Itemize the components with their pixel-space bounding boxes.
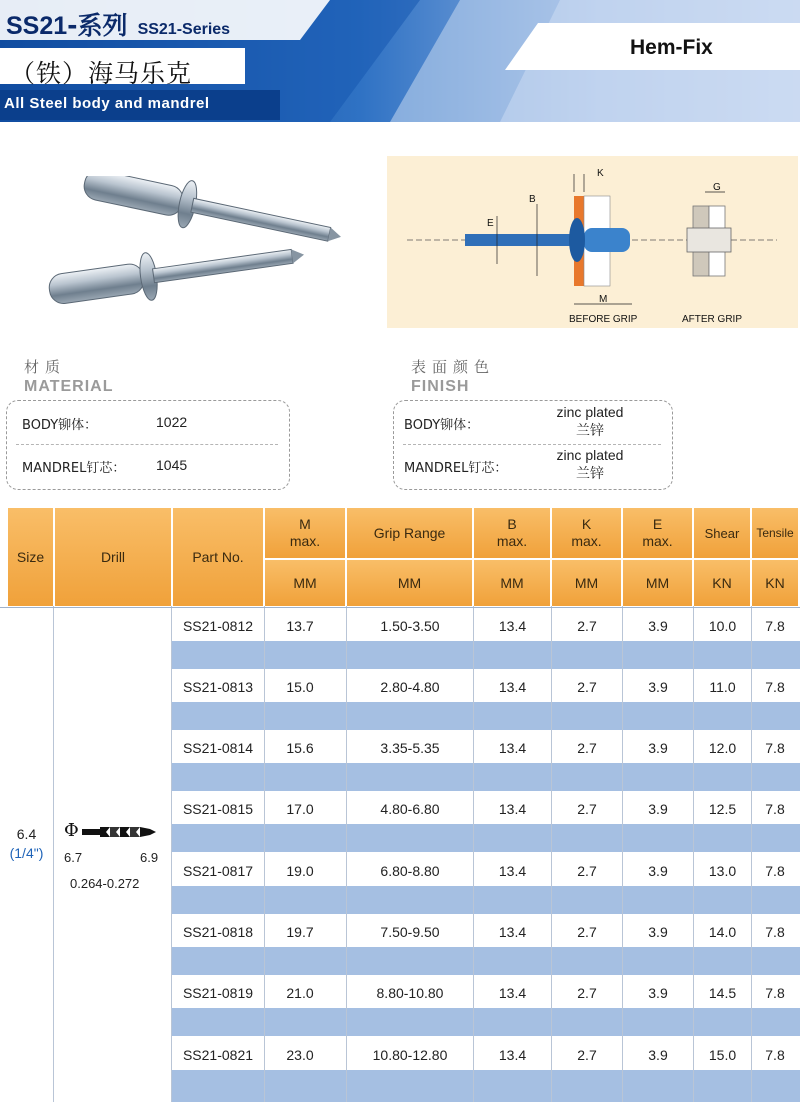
series-title bbox=[6, 6, 230, 42]
th-e bbox=[623, 508, 692, 558]
cell-tensile: 7.8 bbox=[765, 801, 785, 817]
row-band bbox=[172, 702, 800, 730]
unit-k: MM bbox=[552, 560, 621, 606]
cell-tensile: 7.8 bbox=[765, 985, 785, 1001]
drill-inch-range: 0.264-0.272 bbox=[70, 876, 140, 891]
cell-b: 13.4 bbox=[498, 863, 527, 879]
material-divider bbox=[16, 444, 278, 445]
th-size: Size bbox=[8, 508, 53, 606]
cell-e: 3.9 bbox=[648, 740, 668, 756]
cell-m: 15.0 bbox=[286, 679, 314, 695]
cell-b: 13.4 bbox=[498, 1047, 527, 1063]
cell-grip: 10.80-12.80 bbox=[372, 1047, 448, 1063]
cell-grip: 7.50-9.50 bbox=[380, 924, 440, 940]
th-b-sub: max. bbox=[496, 533, 528, 549]
finish-title-cn: 表面颜色 bbox=[411, 358, 496, 376]
cell-e: 3.9 bbox=[648, 679, 668, 695]
cell-part: SS21-0812 bbox=[182, 618, 254, 634]
finish-body-value-line1: zinc plated bbox=[556, 404, 624, 420]
row-band bbox=[172, 886, 800, 914]
cell-shear: 15.0 bbox=[708, 1047, 737, 1063]
cell-b: 13.4 bbox=[498, 618, 527, 634]
cell-grip: 2.80-4.80 bbox=[380, 679, 440, 695]
unit-e: MM bbox=[623, 560, 692, 606]
rivet-product-image bbox=[40, 176, 360, 316]
drill-phi-symbol: Φ bbox=[64, 820, 79, 841]
th-m-label: M bbox=[299, 516, 311, 532]
cell-k: 2.7 bbox=[577, 618, 597, 634]
diagram-label-m: M bbox=[599, 294, 608, 305]
diagram-label-g: G bbox=[713, 182, 721, 193]
cell-part: SS21-0818 bbox=[182, 924, 254, 940]
diagram-label-e: E bbox=[487, 218, 494, 229]
th-k-sub: max. bbox=[571, 533, 602, 549]
size-inch: (1/4") bbox=[9, 845, 44, 861]
cell-shear: 12.0 bbox=[708, 740, 737, 756]
finish-mandrel-value-line2: 兰锌 bbox=[576, 465, 604, 481]
th-part-no: Part No. bbox=[173, 508, 263, 606]
cell-m: 19.7 bbox=[286, 924, 314, 940]
th-m-sub: max. bbox=[289, 533, 321, 549]
diagram-label-k: K bbox=[597, 168, 604, 179]
cell-shear: 11.0 bbox=[709, 679, 736, 695]
cell-part: SS21-0813 bbox=[182, 679, 254, 695]
material-body-label: BODY铆体： bbox=[22, 418, 98, 433]
material-mandrel-label: MANDREL钉芯： bbox=[22, 461, 126, 476]
finish-body-value-line2: 兰锌 bbox=[576, 422, 604, 438]
before-grip-label: BEFORE GRIP bbox=[569, 314, 638, 325]
th-e-label: E bbox=[652, 516, 663, 532]
cell-k: 2.7 bbox=[577, 679, 597, 695]
col-divider bbox=[53, 606, 54, 1102]
cell-k: 2.7 bbox=[577, 801, 597, 817]
cell-part: SS21-0815 bbox=[182, 801, 254, 817]
cell-grip: 1.50-3.50 bbox=[380, 618, 440, 634]
drill-max: 6.9 bbox=[140, 850, 159, 865]
cell-part: SS21-0819 bbox=[182, 985, 254, 1001]
size-metric: 6.4 bbox=[16, 826, 37, 842]
cell-b: 13.4 bbox=[498, 679, 527, 695]
rivet-dimension-diagram bbox=[387, 156, 798, 328]
finish-mandrel-value-line1: zinc plated bbox=[556, 447, 624, 463]
series-code: SS21 bbox=[6, 12, 68, 40]
material-title-cn: 材质 bbox=[24, 358, 67, 376]
cell-e: 3.9 bbox=[648, 863, 668, 879]
series-cn: -系列 bbox=[67, 11, 128, 40]
finish-body-value bbox=[540, 403, 640, 439]
subtitle-en: All Steel body and mandrel bbox=[4, 95, 210, 112]
material-body-value: 1022 bbox=[156, 414, 188, 430]
cell-tensile: 7.8 bbox=[765, 924, 785, 940]
row-band bbox=[172, 641, 800, 669]
cell-e: 3.9 bbox=[648, 924, 668, 940]
cell-tensile: 7.8 bbox=[765, 618, 785, 634]
cell-grip: 6.80-8.80 bbox=[380, 863, 440, 879]
unit-b: MM bbox=[474, 560, 550, 606]
cell-tensile: 7.8 bbox=[765, 863, 785, 879]
unit-shear: KN bbox=[694, 560, 750, 606]
cell-grip: 8.80-10.80 bbox=[376, 985, 444, 1001]
cell-k: 2.7 bbox=[577, 985, 597, 1001]
drill-min: 6.7 bbox=[64, 850, 83, 865]
cell-m: 17.0 bbox=[286, 801, 314, 817]
cell-m: 21.0 bbox=[286, 985, 314, 1001]
finish-body-label: BODY铆体： bbox=[404, 418, 480, 433]
cell-e: 3.9 bbox=[648, 618, 668, 634]
th-b-label: B bbox=[507, 516, 517, 532]
diagram-label-b: B bbox=[529, 194, 536, 205]
finish-mandrel-label: MANDREL钉芯： bbox=[404, 461, 508, 476]
cell-part: SS21-0821 bbox=[182, 1047, 254, 1063]
cell-m: 19.0 bbox=[286, 863, 314, 879]
cell-tensile: 7.8 bbox=[765, 1047, 785, 1063]
series-en: SS21-Series bbox=[137, 21, 231, 38]
th-m bbox=[265, 508, 345, 558]
cell-k: 2.7 bbox=[577, 863, 597, 879]
finish-title-en: FINISH bbox=[411, 378, 470, 395]
cell-shear: 13.0 bbox=[708, 863, 737, 879]
diagram-drawing bbox=[387, 156, 798, 328]
cell-b: 13.4 bbox=[498, 801, 527, 817]
title-cn: （铁）海马乐克 bbox=[10, 59, 193, 88]
th-tensile: Tensile bbox=[752, 508, 798, 558]
unit-m: MM bbox=[265, 560, 345, 606]
cell-shear: 12.5 bbox=[708, 801, 737, 817]
cell-grip: 3.35-5.35 bbox=[380, 740, 440, 756]
cell-k: 2.7 bbox=[577, 1047, 597, 1063]
th-drill: Drill bbox=[55, 508, 171, 606]
after-grip-label: AFTER GRIP bbox=[682, 314, 743, 325]
cell-e: 3.9 bbox=[648, 801, 668, 817]
drill-bit-icon bbox=[82, 824, 158, 840]
unit-grip: MM bbox=[347, 560, 472, 606]
row-band bbox=[172, 947, 800, 975]
cell-part: SS21-0814 bbox=[182, 740, 254, 756]
cell-shear: 14.0 bbox=[708, 924, 737, 940]
unit-tensile: KN bbox=[752, 560, 798, 606]
row-band bbox=[172, 763, 800, 791]
cell-b: 13.4 bbox=[498, 924, 527, 940]
finish-divider bbox=[403, 444, 661, 445]
row-band bbox=[172, 1070, 800, 1102]
th-b bbox=[474, 508, 550, 558]
cell-part: SS21-0817 bbox=[182, 863, 254, 879]
row-band bbox=[172, 1008, 800, 1036]
cell-m: 13.7 bbox=[286, 618, 314, 634]
cell-e: 3.9 bbox=[648, 985, 668, 1001]
cell-m: 23.0 bbox=[286, 1047, 314, 1063]
header-bottom-line bbox=[0, 607, 800, 608]
cell-shear: 14.5 bbox=[708, 985, 737, 1001]
th-k-label: K bbox=[581, 516, 592, 532]
material-title-en: MATERIAL bbox=[24, 378, 114, 395]
cell-m: 15.6 bbox=[286, 740, 314, 756]
brand-logo-text: Hem-Fix bbox=[630, 36, 713, 59]
cell-b: 13.4 bbox=[498, 985, 527, 1001]
cell-tensile: 7.8 bbox=[765, 740, 785, 756]
cell-shear: 10.0 bbox=[708, 618, 737, 634]
material-mandrel-value: 1045 bbox=[156, 457, 188, 473]
row-band bbox=[172, 824, 800, 852]
th-e-sub: max. bbox=[642, 533, 673, 549]
cell-b: 13.4 bbox=[498, 740, 527, 756]
th-grip-range: Grip Range bbox=[347, 508, 472, 558]
th-shear: Shear bbox=[694, 508, 750, 558]
cell-e: 3.9 bbox=[648, 1047, 668, 1063]
cell-grip: 4.80-6.80 bbox=[380, 801, 440, 817]
finish-mandrel-value bbox=[540, 446, 640, 482]
cell-k: 2.7 bbox=[577, 924, 597, 940]
cell-tensile: 7.8 bbox=[765, 679, 785, 695]
cell-k: 2.7 bbox=[577, 740, 597, 756]
th-k bbox=[552, 508, 621, 558]
